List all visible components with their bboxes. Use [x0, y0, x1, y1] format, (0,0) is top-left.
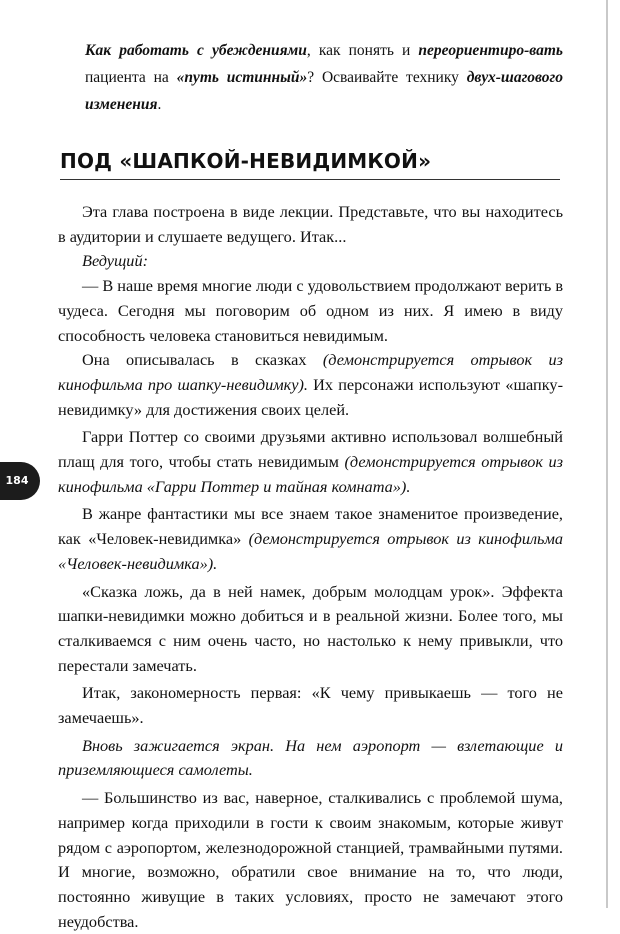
intro-bold-phrase-3: «путь истинный»: [176, 69, 308, 86]
page-number: 184: [5, 474, 29, 487]
stage-direction: (демонстрируется отрывок из кинофильма про шапку-невидимку).: [58, 350, 563, 394]
stage-direction: (демонстрируется отрывок из кинофильма «Гарри Поттер и тайная комната»).: [58, 452, 563, 496]
intro-text-4: .: [157, 96, 162, 113]
paragraph: — В наше время многие люди с удовольствием продолжают верить в чудеса. Сегодня мы поговорим об одном из них. Я имею в виду способность человека становиться невидимым.: [58, 276, 564, 345]
speaker-label: Ведущий:: [82, 251, 149, 271]
intro-paragraph: [85, 37, 563, 118]
intro-text-1: , как понять и: [306, 42, 419, 59]
paragraph: «Сказка ложь, да в ней намек, добрым молодцам урок». Эффекта шапки-невидимки можно добиться и в реальной жизни. Более того, мы сталкиваемся с ним очень часто, но настолько к нему привыкли, что перестали замечать.: [58, 581, 563, 675]
intro-bold-phrase-4: двух-шагового изменения: [85, 69, 563, 113]
paragraph: [58, 502, 563, 576]
intro-bold-phrase-1: Как работать с убеждениями: [85, 42, 307, 59]
intro-text-3: ? Осваивайте технику: [307, 69, 467, 86]
body-text: [58, 200, 563, 934]
paragraph: — Большинство из вас, наверное, сталкивались с проблемой шума, например когда приходили в гости к своим знакомым, которые живут рядом с аэропортом, железнодорожной станцией, трамвайными путями. И многие, возможно, обратили свое внимание на то, что люди, постоянно живущие в таких условиях, просто не замечают этого неудобства.: [58, 788, 563, 931]
paragraph-text: Она описывалась в сказках: [82, 350, 323, 370]
intro-text-2: пациента на: [85, 69, 177, 86]
stage-direction: (демонстрируется отрывок из кинофильма «Человек-невидимка»).: [58, 529, 563, 573]
paragraph: [58, 348, 563, 422]
paragraph-text: Гарри Поттер со своими друзьями активно использовал волшебный плащ для того, чтобы стать невидимым: [58, 427, 563, 472]
stage-direction: Вновь зажигается экран. На нем аэропорт — взлетающие и приземляющиеся самолеты.: [58, 735, 563, 780]
paragraph: Итак, закономерность первая: «К чему привыкаешь — того не замечаешь».: [58, 683, 563, 728]
paragraph-text: Их персонажи используют «шапку-невидимку» для достижения своих целей.: [58, 374, 563, 419]
section-heading: ПОД «ШАПКОЙ-НЕВИДИМКОЙ»: [60, 148, 560, 180]
paragraph-text: В жанре фантастики мы все знаем такое знаменитое произведение, как «Человек-невидимка»: [58, 504, 563, 549]
intro-bold-phrase-2: переориентиро-вать: [418, 42, 563, 59]
page-edge: [606, 0, 608, 908]
paragraph: [58, 425, 563, 499]
paragraph: Эта глава построена в виде лекции. Представьте, что вы находитесь в аудитории и слушаете ведущего. Итак...: [58, 202, 563, 246]
